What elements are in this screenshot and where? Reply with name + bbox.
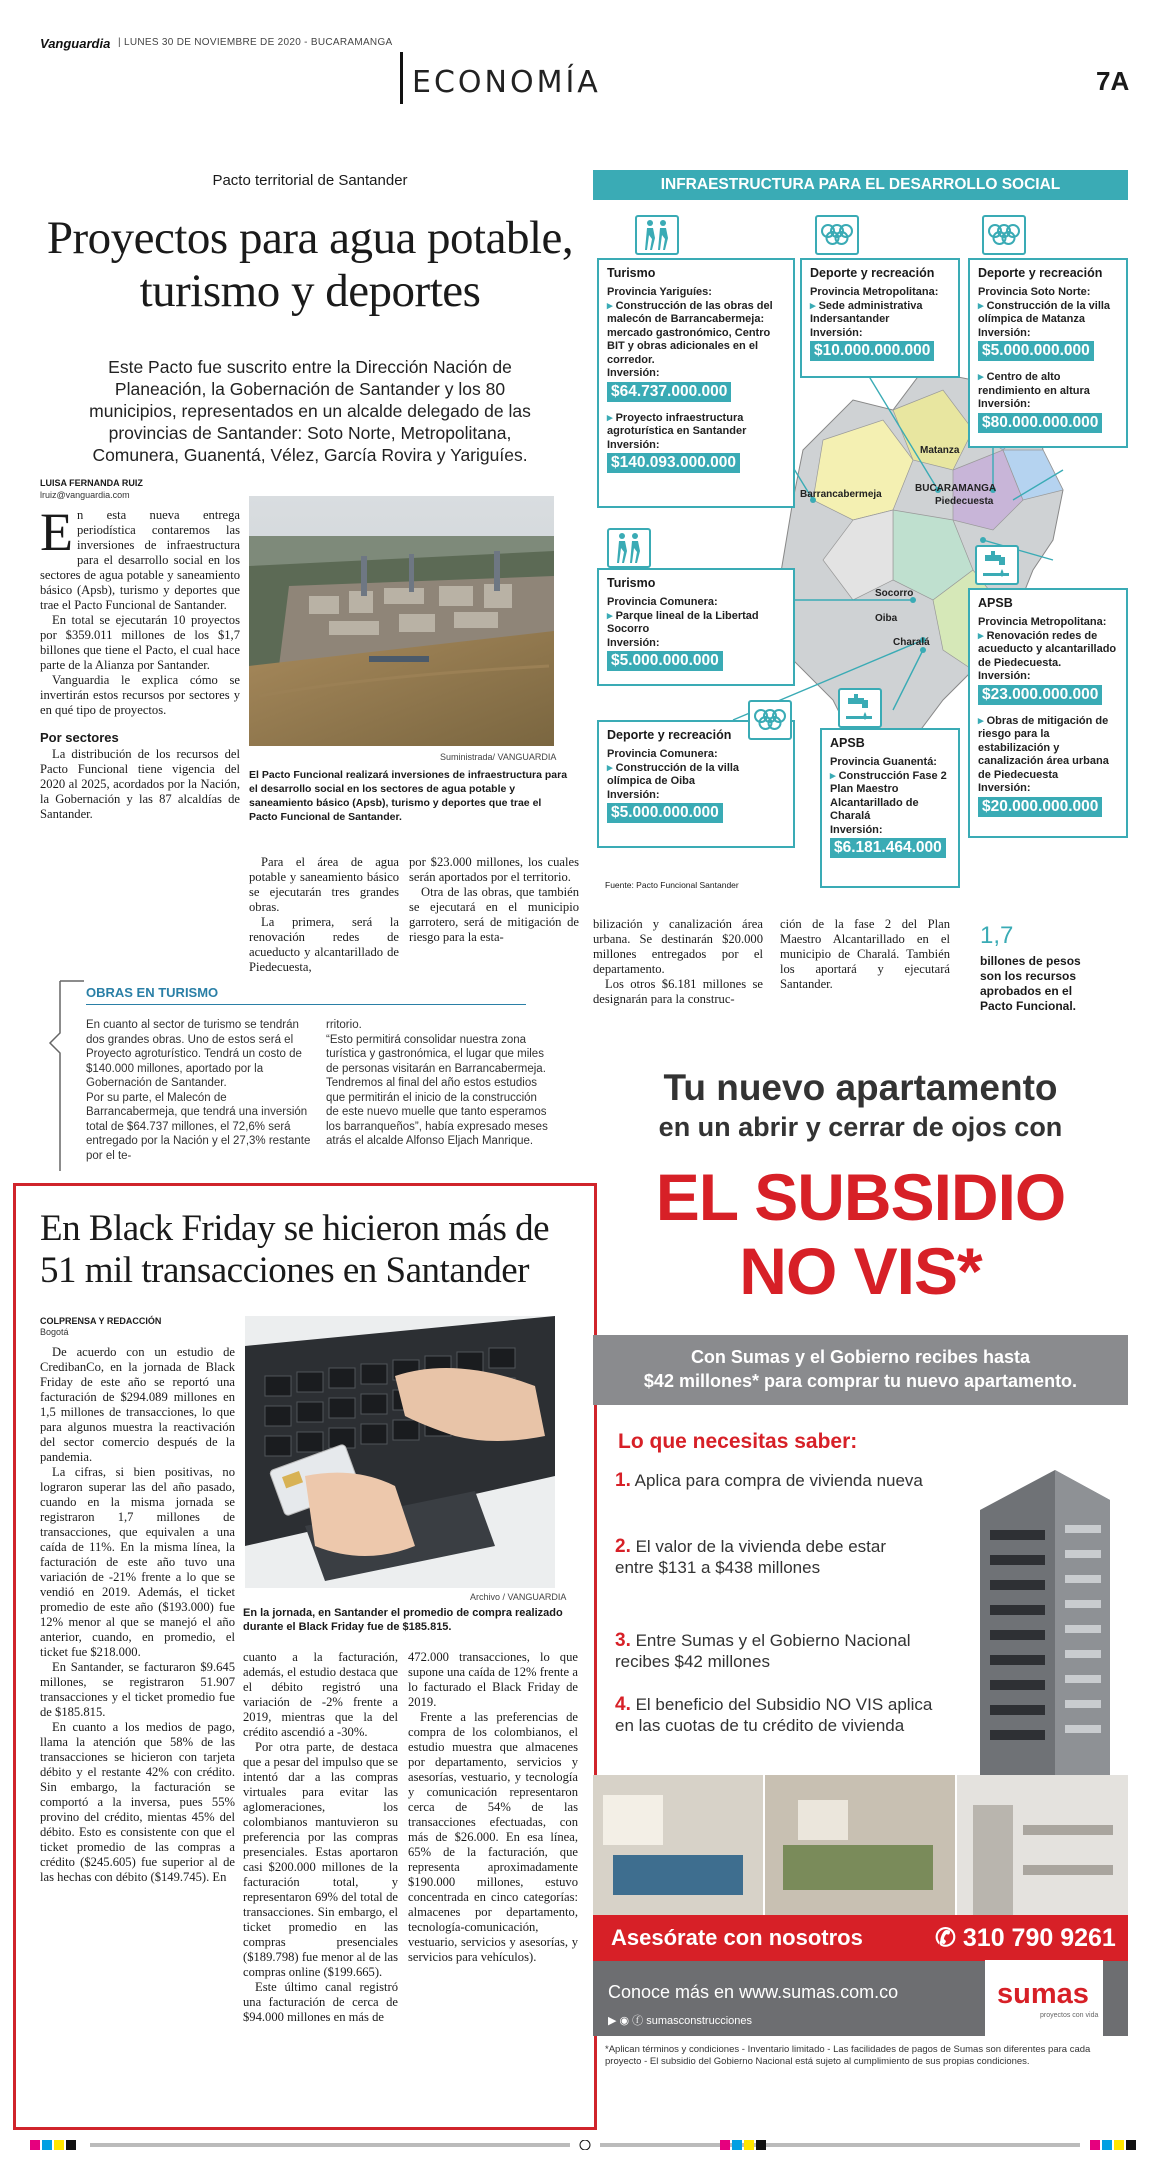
- info-box-desc: ▸ Centro de alto rendimiento en altura: [978, 371, 1090, 397]
- info-box-desc: ▸ Construcción Fase 2 Plan Maestro Alcantarillado de Charalá: [830, 769, 947, 822]
- obras-box-title: OBRAS EN TURISMO: [86, 985, 219, 1000]
- info-box-title: Turismo: [607, 266, 656, 280]
- article-lead: Este Pacto fue suscrito entre la Dirección Nación de Planeación, la Gobernación de Santander y los 80 municipios, representados en un alcalde delegado de las provincias de Santander: Soto Norte, Metropolitana, Comunera, Guanentá, Vélez, García Rovira y Yariguíes.: [89, 357, 531, 465]
- article-paragraph: Los otros $6.181 millones se designarán para la construc-: [593, 977, 763, 1006]
- article-paragraph: La primera, será la renovación redes de acueducto y alcantarillado de Piedecuesta,: [249, 915, 399, 974]
- map-place: Oiba: [875, 613, 898, 624]
- info-box-amount: $20.000.000.000: [978, 797, 1102, 817]
- obras-paragraph: rritorio.: [326, 1019, 362, 1031]
- ad-need-title: Lo que necesitas saber:: [618, 1430, 858, 1453]
- black-friday-column-2: [243, 1650, 398, 2025]
- article-column-1: [40, 502, 240, 822]
- article-paragraph: Otra de las obras, que también se ejecutará en el municipio garrotero, será de mitigación de riesgo para la esta-: [409, 885, 579, 944]
- obras-column-1: [86, 1018, 311, 1163]
- laptop-photo: [245, 1316, 555, 1588]
- section-name: ECONOMÍA: [412, 65, 601, 100]
- article-column-2: [249, 855, 399, 975]
- info-box-label: Inversión:: [607, 636, 660, 649]
- info-box-turismo-comunera: [597, 568, 795, 686]
- info-box-label: Inversión:: [978, 670, 1031, 682]
- info-box-title: Turismo: [607, 576, 656, 590]
- ad-building-image: [960, 1440, 1125, 1780]
- info-box-turismo-yariguies: [597, 258, 795, 508]
- article-byline: LUISA FERNANDA RUIZ: [40, 478, 143, 488]
- big-number-value: 1,7: [980, 922, 1014, 949]
- map-place: Socorro: [875, 588, 914, 599]
- info-box-desc: ▸ Renovación redes de acueducto y alcantarillado de Piedecuesta.: [978, 629, 1117, 669]
- info-box-desc: ▸ Proyecto infraestructura agroturística en Santander: [607, 411, 747, 437]
- info-box-title: Deporte y recreación: [810, 266, 935, 280]
- ad-headline: Tu nuevo apartamento: [663, 1067, 1058, 1108]
- info-box-apsb-metropolitana: [968, 588, 1128, 838]
- info-box-province: Provincia Comunera:: [607, 748, 718, 760]
- ad-phone: ✆ 310 790 9261: [935, 1924, 1116, 1952]
- info-box-label: Inversión:: [978, 782, 1031, 794]
- info-box-amount: $80.000.000.000: [978, 413, 1102, 433]
- ad-social: ▶ ◉ ⓕ sumasconstrucciones: [608, 2015, 753, 2027]
- info-box-province: Provincia Metropolitana:: [810, 286, 939, 298]
- map-place: BUCARAMANGA: [915, 483, 997, 494]
- map-place: Piedecuesta: [935, 496, 994, 507]
- port-photo: [249, 496, 554, 746]
- article-paragraph: En cuanto a los medios de pago, llama la atención que 58% de las transacciones se hicieron con tarjeta débito y el restante 42% con crédito. Sin embargo, la facturación se comportó a la inversa, pues 55% provino del crédito, mientas 45% del débito. Esto es consistente con que el ticket promedio de las compras a crédito ($245.605) fue superior al de las hechas con débito ($149.745). En: [40, 1720, 235, 1884]
- black-friday-column-3: [408, 1650, 578, 1965]
- info-box-province: Provincia Soto Norte:: [978, 286, 1091, 298]
- article-paragraph: Frente a las preferencias de compra de los colombianos, el estudio muestra que almacenes por departamento, servicios y asesorías, vestuario, y tecnología y comunicación representaron cerca de 54% de las transacciones efectuadas, con más de $26.000. En esa línea, 65% de la facturación, que representa aproximadamente $190.000 millones, estuvo concentrada en cinco categorías: almacenes por departamento, tecnología-comunicación, vestuario, servicios y asesorías, y servicios para vehículos).: [408, 1710, 578, 1964]
- laptop-photo-credit: Archivo / VANGUARDIA: [470, 1592, 567, 1602]
- info-box-desc: ▸ Parque lineal de la Libertad Socorro: [607, 609, 759, 635]
- ad-item: 1. Aplica para compra de vivienda nueva: [615, 1470, 923, 1491]
- info-box-title: Deporte y recreación: [607, 728, 732, 742]
- ad-cta-bar: Asesórate con nosotros: [593, 1915, 1128, 1961]
- info-box-desc: ▸ Sede administrativa Indersantander: [810, 299, 923, 325]
- page-number: 7A: [1096, 66, 1130, 96]
- info-box-desc: ▸ Obras de mitigación de riesgo para la estabilización y canalización área urbana de Piedecuesta: [978, 714, 1109, 781]
- port-photo-caption: El Pacto Funcional realizará inversiones de infraestructura para el desarrollo social en los sectores de agua potable y saneamiento básico (Apsb), turismo y deportes que trae el Pacto Funcional de Santander.: [249, 769, 568, 823]
- info-box-amount: $64.737.000.000: [607, 382, 731, 402]
- article-paragraph: bilización y canalización área urbana. Se destinarán $20.000 millones entregados por el departamento.: [593, 917, 763, 976]
- info-box-desc: ▸ Construcción de las obras del malecón de Barrancabermeja: mercado gastronómico, Centro BIT y obras adicionales en el corredor.: [607, 299, 773, 366]
- article-kicker: Pacto territorial de Santander: [212, 172, 408, 189]
- map-place: Matanza: [920, 445, 960, 456]
- info-box-province: Provincia Guanentá:: [830, 756, 937, 768]
- dropcap: E: [40, 502, 73, 562]
- infographic-title: INFRAESTRUCTURA PARA EL DESARROLLO SOCIAL: [593, 170, 1128, 200]
- info-box-label: Inversión:: [607, 788, 660, 801]
- obras-paragraph: En cuanto al sector de turismo se tendrán dos grandes obras. Uno de estos será el Proyecto agroturístico. Tendrá un costo de $140.000 millones, aportado por la Gobernación de Santander.: [86, 1019, 302, 1089]
- ad-subsidio-title: EL SUBSIDIO NO VIS*: [655, 1160, 1066, 1308]
- info-box-province: Provincia Yariguíes:: [607, 286, 712, 298]
- section-divider: [400, 52, 403, 104]
- black-friday-headline: En Black Friday se hicieron más de 51 mil transacciones en Santander: [40, 1208, 550, 1291]
- info-box-province: Provincia Metropolitana:: [978, 616, 1107, 628]
- info-box-deporte-metropolitana: [800, 258, 960, 378]
- article-paragraph: En esta nueva entrega periodística contaremos las inversiones de infraestructura para el desarrollo social en los sectores de agua potable y saneamiento básico (Apsb), turismo y deportes que trae el Pacto Funcional de Santander.: [40, 502, 240, 612]
- info-box-amount: $6.181.464.000: [830, 838, 946, 858]
- article-paragraph: Vanguardia le explica cómo se invertirán estos recursos por sectores y en qué tipo de proyectos.: [40, 673, 240, 717]
- article-headline: Proyectos para agua potable, turismo y deportes: [46, 212, 574, 317]
- article-paragraph: En Santander, se facturaron $9.645 millones, se registraron 51.907 transacciones y el ticket promedio fue de $185.815.: [40, 1660, 235, 1719]
- info-box-amount: $5.000.000.000: [978, 341, 1094, 361]
- print-registration-bar: [30, 2140, 1140, 2150]
- info-box-province: Provincia Comunera:: [607, 596, 718, 608]
- article-paragraph: Este último canal registró una facturación de cerca de $94.000 millones en más de: [243, 1980, 398, 2024]
- info-box-amount: $5.000.000.000: [607, 651, 723, 671]
- article-paragraph: La cifras, si bien positivas, no lograron superar las del año pasado, cuando en la misma jornada se registraron 1,7 millones de transacciones, que equivalen a una caída de 11%. En la misma línea, la facturación de este año tuvo una variación de -21% frente a lo que se vendió en 2019. Además, el ticket promedio de este año ($193.000) fue 12% menor al que se manejó el año anterior, cuando, en promedio, el ticket fue $218.000.: [40, 1465, 235, 1659]
- info-box-apsb-guaneta: [820, 728, 960, 888]
- article-column-4: [593, 917, 763, 1007]
- ad-subheadline: en un abrir y cerrar de ojos con: [658, 1112, 1063, 1142]
- ad-item: 3. Entre Sumas y el Gobierno Nacional recibes $42 millones: [615, 1630, 911, 1671]
- info-box-desc: ▸ Construcción de la villa olímpica de Matanza: [978, 299, 1111, 325]
- article-paragraph: La distribución de los recursos del Pacto Funcional tiene vigencia del 2020 al 2025, acordados por la Nación, la Gobernación y las 87 alcaldías de Santander.: [40, 747, 240, 821]
- infographic-source: Fuente: Pacto Funcional Santander: [605, 880, 739, 890]
- black-friday-column-1: [40, 1345, 235, 1885]
- water-tap-icon: [975, 545, 1019, 585]
- info-box-label: Inversión:: [978, 326, 1031, 339]
- port-photo-credit: Suministrada/ VANGUARDIA: [440, 752, 557, 762]
- obras-box-rule: [86, 1004, 526, 1005]
- olympic-rings-icon: [815, 215, 859, 255]
- ad-item: 4. El beneficio del Subsidio NO VIS aplica en las cuotas de tu crédito de vivienda: [615, 1694, 933, 1735]
- laptop-card-image: [245, 1316, 555, 1588]
- ad-fine-print: *Aplican términos y condiciones - Inventario limitado - Las facilidades de pagos de Sumas son diferentes para cada proyecto - El subsidio del Gobierno Nacional está sujeto al cumplimiento de sus propias condiciones.: [605, 2044, 1091, 2067]
- info-box-amount: $10.000.000.000: [810, 341, 934, 361]
- masthead-date: | LUNES 30 DE NOVIEMBRE DE 2020 - BUCARAMANGA: [118, 37, 393, 48]
- masthead-logo: Vanguardia: [40, 36, 111, 51]
- article-paragraph: De acuerdo con un estudio de CredibanCo, en la jornada de Black Friday de este año se reportó una facturación de $294.089 millones en 1,5 millones de transacciones, lo que para algunos muestra la reactivación del sector comercio después de la pandemia.: [40, 1345, 235, 1464]
- ad-item: 2. El valor de la vivienda debe estar entre $131 a $438 millones: [615, 1536, 887, 1577]
- info-box-amount: $5.000.000.000: [607, 803, 723, 823]
- info-box-label: Inversión:: [810, 326, 863, 339]
- ad-interior-photos: [593, 1775, 1128, 1915]
- article-paragraph: En total se ejecutarán 10 proyectos por $359.011 millones de los $1,7 billones que tiene el Pacto, el cual hace parte de la Alianza por Santander.: [40, 613, 240, 672]
- article-column-3: [409, 855, 579, 945]
- info-box-title: APSB: [978, 596, 1013, 610]
- olympic-rings-icon: [748, 700, 792, 740]
- black-friday-dateline: Bogotá: [40, 1327, 69, 1337]
- info-box-label: Inversión:: [607, 438, 660, 451]
- article-paragraph: cuanto a la facturación, además, el estudio destaca que el débito registró una variación de -2% frente a 2019, mientras que la del crédito ascendió a -30%.: [243, 1650, 398, 1739]
- big-number-text: billones de pesos son los recursos aprobados en el Pacto Funcional.: [980, 954, 1081, 1013]
- article-paragraph: Para el área de agua potable y saneamiento básico se ejecutarán tres grandes obras.: [249, 855, 399, 914]
- obras-paragraph: Por su parte, el Malecón de Barrancabermeja, que tendrá una inversión total de $64.737 millones, el 72,6% será entregado por la Nación y el 27,3% restante por el te-: [86, 1091, 311, 1162]
- article-byline-email: lruiz@vanguardia.com: [40, 490, 130, 500]
- info-box-title: APSB: [830, 736, 865, 750]
- sumas-logo-tagline: proyectos con vida: [1040, 2012, 1099, 2019]
- info-box-label: Inversión:: [978, 398, 1031, 410]
- hikers-icon: [607, 528, 651, 568]
- map-place: Barrancabermeja: [800, 489, 882, 500]
- info-box-label: Inversión:: [607, 367, 660, 379]
- obras-column-2: [326, 1018, 551, 1149]
- laptop-photo-caption: En la jornada, en Santander el promedio de compra realizado durante el Black Friday fue de $185.815.: [243, 1607, 563, 1633]
- article-paragraph: 472.000 transacciones, lo que supone una caída de 12% frente a lo facturado el Black Friday de 2019.: [408, 1650, 578, 1709]
- article-subhead: Por sectores: [40, 730, 119, 745]
- social-icons: ▶ ◉ ⓕ: [608, 2015, 647, 2027]
- olympic-rings-icon: [982, 215, 1026, 255]
- article-paragraph: Por otra parte, de destaca que a pesar del impulso que se intentó dar a las compras virtuales para evitar las aglomeraciones, los colombianos mantuvieron su preferencia por las compras presenciales. Estas aportaron casi $200.000 millones de la facturación total, y representaron 69% del total de transacciones. Sin embargo, el ticket promedio en las compras presenciales ($189.798) fue menor al de las compras online ($199.665).: [243, 1740, 398, 1979]
- info-box-label: Inversión:: [830, 823, 883, 836]
- water-tap-icon: [838, 688, 882, 728]
- obras-paragraph: “Esto permitirá consolidar nuestra zona turística y gastronómica, el lugar que miles de personas visitarán en Barrancabermeja. Tendremos al final del año estos estudios que permitirán el inicio de la construcción de este nuevo muelle que tanto esperamos los barranqueños”, había expresado meses atrás el alcalde Alfonso Eljach Manrique.: [326, 1033, 548, 1147]
- ad-website: Conoce más en www.sumas.com.co: [608, 1982, 899, 2002]
- info-box-amount: $140.093.000.000: [607, 453, 740, 473]
- black-friday-byline: COLPRENSA Y REDACCIÓN: [40, 1316, 162, 1326]
- map-place: Charalá: [893, 637, 930, 648]
- sumas-logo: sumas: [997, 1978, 1089, 2010]
- info-box-deporte-soto-norte: [968, 258, 1128, 448]
- info-box-desc: ▸ Construcción de la villa olímpica de Oiba: [607, 761, 740, 787]
- info-box-title: Deporte y recreación: [978, 266, 1103, 280]
- hikers-icon: [635, 215, 679, 255]
- port-aerial-image: [249, 496, 554, 746]
- info-box-amount: $23.000.000.000: [978, 685, 1102, 705]
- ad-band: Con Sumas y el Gobierno recibes hasta $42 millones* para comprar tu nuevo apartamento.: [593, 1335, 1128, 1405]
- article-column-5: [780, 917, 950, 992]
- article-paragraph: por $23.000 millones, los cuales serán aportados por el territorio.: [409, 855, 579, 884]
- article-paragraph: ción de la fase 2 del Plan Maestro Alcantarillado en el municipio de Charalá. También los aportará y ejecutará Santander.: [780, 917, 950, 991]
